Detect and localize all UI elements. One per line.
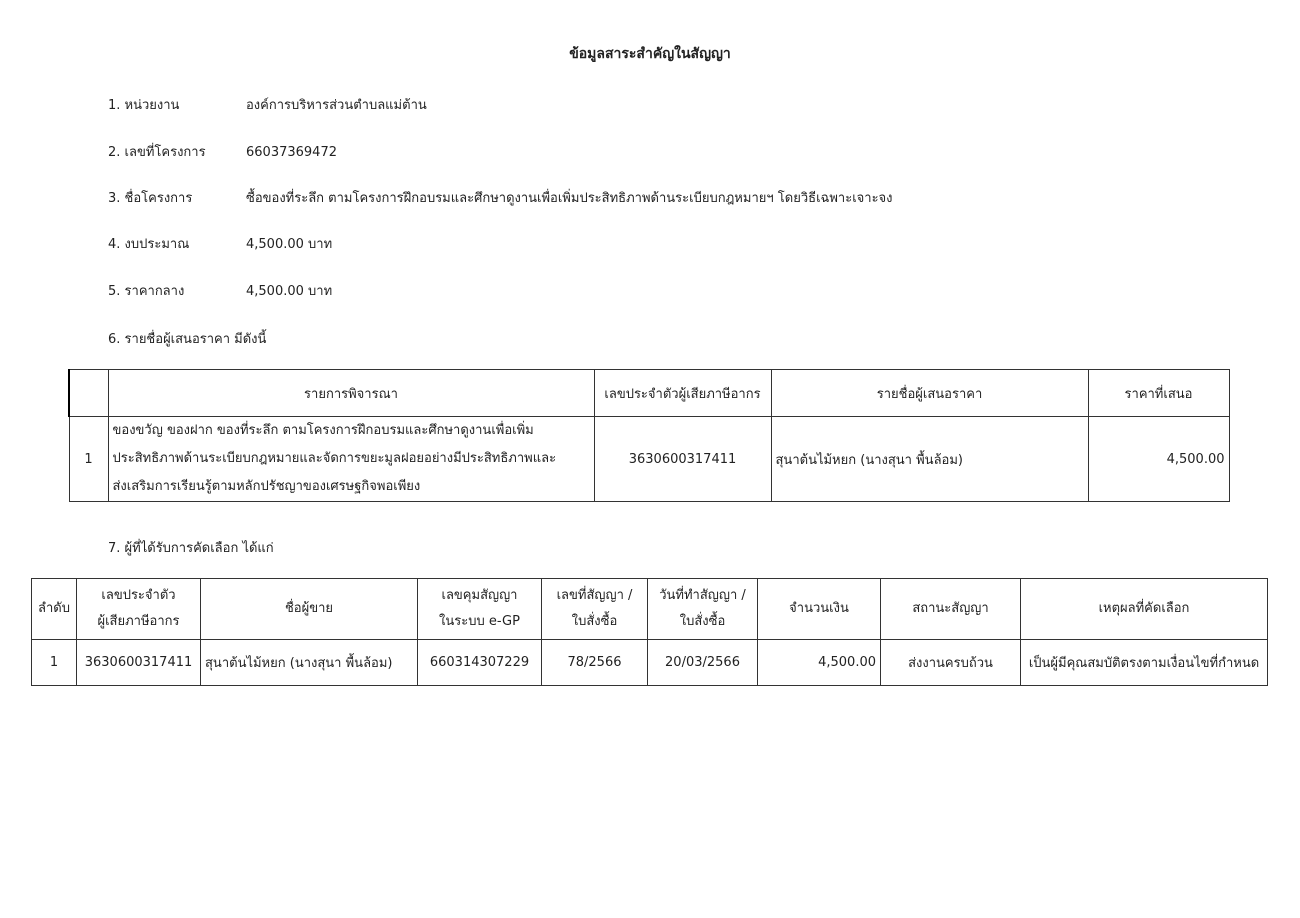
row-number: 1	[69, 417, 108, 502]
egp-control-number: 660314307229	[418, 640, 542, 686]
bidder-name: สุนาต้นไม้หยก (นางสุนา พื้นล้อม)	[771, 417, 1088, 502]
row-number: 1	[32, 640, 77, 686]
field-value: 4,500.00 บาท	[246, 237, 333, 252]
field-label: 5. ราคากลาง	[108, 284, 185, 299]
tax-id: 3630600317411	[594, 417, 771, 502]
contract-date: 20/03/2566	[648, 640, 758, 686]
header-text: ลำดับ	[38, 601, 70, 616]
header-cell: ราคาที่เสนอ	[1088, 370, 1229, 417]
header-text: ผู้เสียภาษีอากร	[97, 614, 180, 629]
header-text: เลขประจำตัว	[101, 588, 176, 603]
header-cell	[881, 579, 1021, 640]
amount: 4,500.00	[758, 640, 881, 686]
field-label: 3. ชื่อโครงการ	[108, 191, 193, 206]
header-cell: รายการพิจารณา	[108, 370, 594, 417]
field-label: 2. เลขที่โครงการ	[108, 145, 206, 160]
bidders-table	[68, 369, 1230, 502]
header-text: ใบสั่งซื้อ	[571, 614, 618, 629]
field-label: 4. งบประมาณ	[108, 237, 190, 252]
contract-number: 78/2566	[542, 640, 648, 686]
header-text: ใบสั่งซื้อ	[679, 614, 726, 629]
description-line: ของขวัญ ของฝาก ของที่ระลึก ตามโครงการฝึกอบรมและศึกษาดูงานเพื่อเพิ่ม	[112, 423, 534, 438]
offered-price: 4,500.00	[1088, 417, 1229, 502]
header-cell	[32, 579, 77, 640]
selection-reason: เป็นผู้มีคุณสมบัติตรงตามเงื่อนไขที่กำหนด	[1021, 640, 1268, 686]
header-cell: รายชื่อผู้เสนอราคา	[771, 370, 1088, 417]
header-text: เลขคุมสัญญา	[441, 588, 518, 603]
header-cell	[542, 579, 648, 640]
field-value: 4,500.00 บาท	[246, 284, 333, 299]
section6-label: 6. รายชื่อผู้เสนอราคา มีดังนี้	[108, 332, 267, 347]
description-line: ประสิทธิภาพด้านระเบียบกฎหมายและจัดการขยะมูลฝอยอย่างมีประสิทธิภาพและ	[112, 451, 557, 466]
field-value: 66037369472	[246, 145, 337, 160]
header-text: ชื่อผู้ขาย	[284, 601, 334, 616]
description-line: ส่งเสริมการเรียนรู้ตามหลักปรัชญาของเศรษฐกิจพอเพียง	[112, 479, 421, 494]
table-header-row	[32, 579, 1268, 640]
field-value: ซื้อของที่ระลึก ตามโครงการฝึกอบรมและศึกษาดูงานเพื่อเพิ่มประสิทธิภาพด้านระเบียบกฎหมายฯ โดยวิธีเฉพาะเจาะจง	[246, 191, 893, 206]
header-text: วันที่ทำสัญญา /	[659, 588, 746, 603]
header-text: เลขที่สัญญา /	[556, 588, 633, 603]
header-cell	[69, 370, 108, 417]
table-row	[69, 417, 1229, 502]
table-row	[32, 640, 1268, 686]
header-text: ในระบบ e-GP	[439, 614, 520, 629]
header-cell: เลขประจำตัวผู้เสียภาษีอากร	[594, 370, 771, 417]
header-cell	[648, 579, 758, 640]
section7-label: 7. ผู้ที่ได้รับการคัดเลือก ได้แก่	[108, 541, 274, 556]
contract-status: ส่งงานครบถ้วน	[881, 640, 1021, 686]
tax-id: 3630600317411	[77, 640, 201, 686]
header-cell	[1021, 579, 1268, 640]
item-description	[108, 417, 594, 502]
table-header-row	[69, 370, 1229, 417]
field-label: 1. หน่วยงาน	[108, 98, 180, 113]
seller-name: สุนาต้นไม้หยก (นางสุนา พื้นล้อม)	[201, 640, 418, 686]
page-title: ข้อมูลสาระสำคัญในสัญญา	[569, 46, 731, 62]
header-cell	[418, 579, 542, 640]
header-text: จำนวนเงิน	[789, 601, 849, 616]
header-cell	[758, 579, 881, 640]
header-text: สถานะสัญญา	[912, 601, 989, 616]
field-value: องค์การบริหารส่วนตำบลแม่ต้าน	[246, 98, 427, 113]
header-text: เหตุผลที่คัดเลือก	[1098, 601, 1190, 616]
selected-table	[31, 578, 1268, 686]
header-cell	[201, 579, 418, 640]
header-cell	[77, 579, 201, 640]
